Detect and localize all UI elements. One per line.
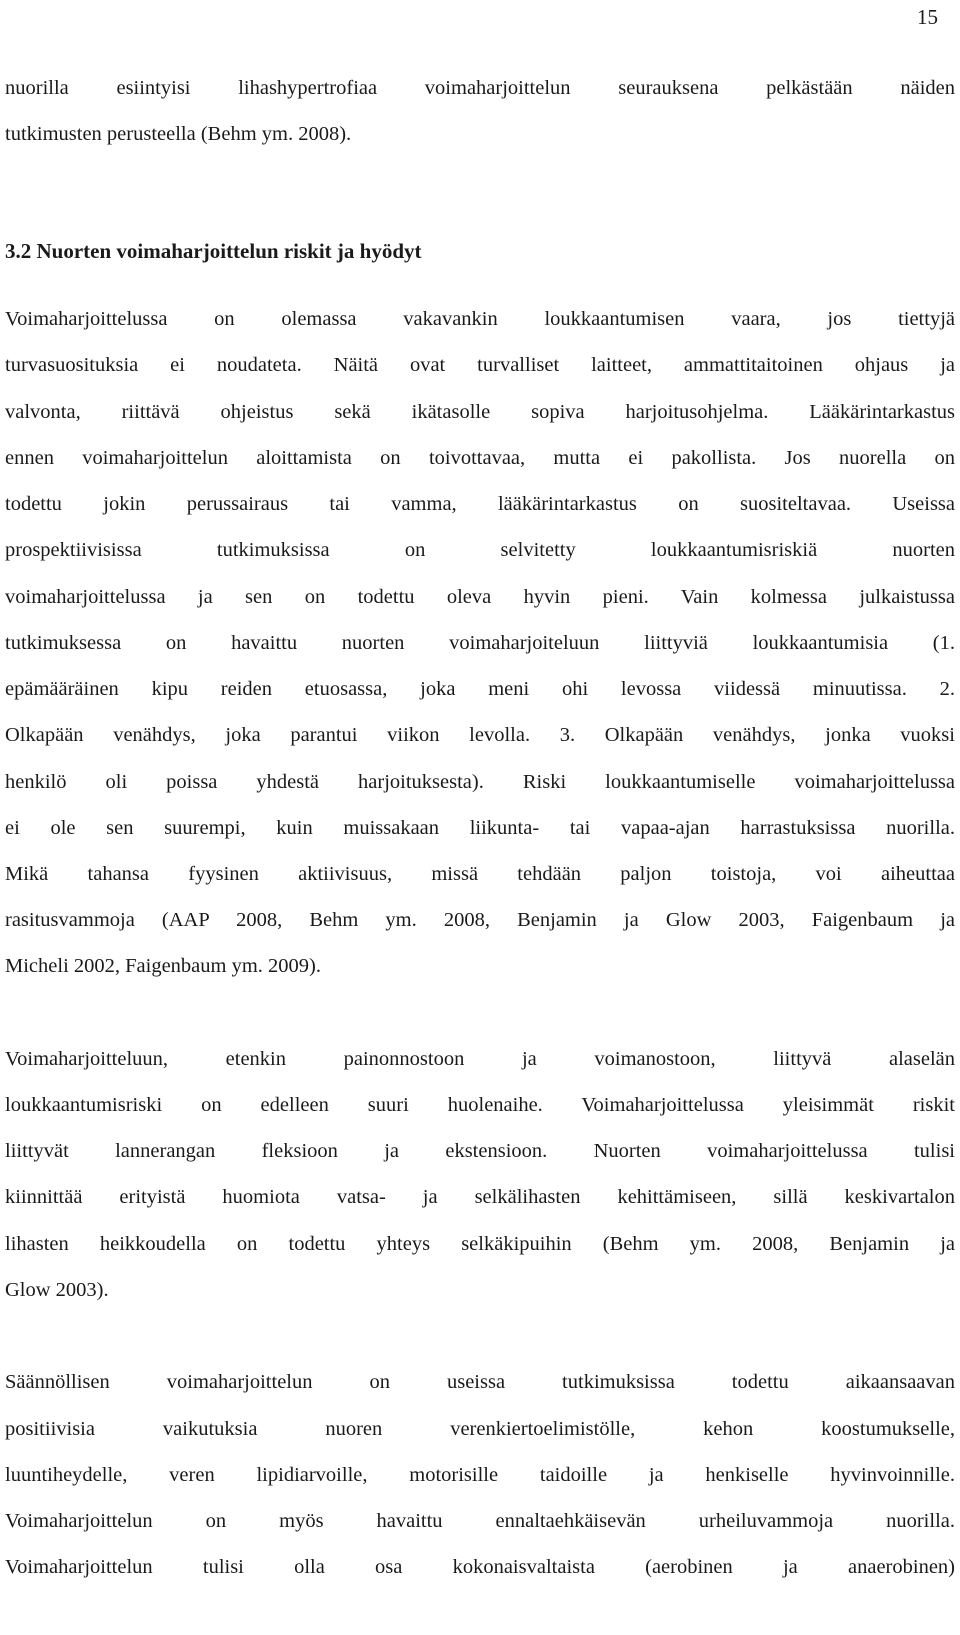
body-text-line: Säännöllisen voimaharjoittelun on useissa tutkimuksissa todettu aikaansaavan (5, 1371, 955, 1393)
body-text-line: tutkimusten perusteella (Behm ym. 2008). (5, 123, 352, 145)
body-text-line: loukkaantumisriski on edelleen suuri huolenaihe. Voimaharjoittelussa yleisimmät riskit (5, 1094, 955, 1116)
body-text-line: Glow 2003). (5, 1279, 109, 1301)
body-text-line: voimaharjoittelussa ja sen on todettu oleva hyvin pieni. Vain kolmessa julkaistussa (5, 586, 955, 608)
section-heading: 3.2 Nuorten voimaharjoittelun riskit ja hyödyt (5, 239, 422, 263)
body-text-line: Micheli 2002, Faigenbaum ym. 2009). (5, 955, 321, 977)
body-text-line: prospektiivisissa tutkimuksissa on selvitetty loukkaantumisriskiä nuorten (5, 539, 955, 561)
body-text-line: nuorilla esiintyisi lihashypertrofiaa voimaharjoittelun seurauksena pelkästään näiden (5, 77, 955, 99)
body-text-line: ei ole sen suurempi, kuin muissakaan liikunta- tai vapaa-ajan harrastuksissa nuorilla. (5, 817, 955, 839)
body-text-line: kiinnittää erityistä huomiota vatsa- ja selkälihasten kehittämiseen, sillä keskivartalon (5, 1186, 955, 1208)
body-text-line: Olkapään venähdys, joka parantui viikon levolla. 3. Olkapään venähdys, jonka vuoksi (5, 724, 955, 746)
body-text-line: ennen voimaharjoittelun aloittamista on toivottavaa, mutta ei pakollista. Jos nuorella on (5, 447, 955, 469)
body-text-line: Mikä tahansa fyysinen aktiivisuus, missä tehdään paljon toistoja, voi aiheuttaa (5, 863, 955, 885)
body-text-line: todettu jokin perussairaus tai vamma, lääkärintarkastus on suositeltavaa. Useissa (5, 493, 955, 515)
body-text-line: rasitusvammoja (AAP 2008, Behm ym. 2008, Benjamin ja Glow 2003, Faigenbaum ja (5, 909, 955, 931)
body-text-line: Voimaharjoitteluun, etenkin painonnostoon ja voimanostoon, liittyvä alaselän (5, 1048, 955, 1070)
body-text-line: Voimaharjoittelussa on olemassa vakavankin loukkaantumisen vaara, jos tiettyjä (5, 308, 955, 330)
body-text-line: tutkimuksessa on havaittu nuorten voimaharjoiteluun liittyviä loukkaantumisia (1. (5, 632, 955, 654)
body-text-line: turvasuosituksia ei noudateta. Näitä ovat turvalliset laitteet, ammattitaitoinen ohjaus ja (5, 354, 955, 376)
body-text-line: Voimaharjoittelun on myös havaittu ennaltaehkäisevän urheiluvammoja nuorilla. (5, 1510, 955, 1532)
body-text-line: epämääräinen kipu reiden etuosassa, joka meni ohi levossa viidessä minuutissa. 2. (5, 678, 955, 700)
body-text-line: luuntiheydelle, veren lipidiarvoille, motorisille taidoille ja henkiselle hyvinvoinnille. (5, 1464, 955, 1486)
body-text-line: positiivisia vaikutuksia nuoren verenkiertoelimistölle, kehon koostumukselle, (5, 1418, 955, 1440)
body-text-line: valvonta, riittävä ohjeistus sekä ikätasolle sopiva harjoitusohjelma. Lääkärintarkastus (5, 401, 955, 423)
body-text-line: Voimaharjoittelun tulisi olla osa kokonaisvaltaista (aerobinen ja anaerobinen) (5, 1556, 955, 1578)
body-text-line: lihasten heikkoudella on todettu yhteys selkäkipuihin (Behm ym. 2008, Benjamin ja (5, 1233, 955, 1255)
body-text-line: henkilö oli poissa yhdestä harjoituksesta). Riski loukkaantumiselle voimaharjoittelussa (5, 771, 955, 793)
body-text-line: liittyvät lannerangan fleksioon ja ekstensioon. Nuorten voimaharjoittelussa tulisi (5, 1140, 955, 1162)
page-number: 15 (917, 5, 938, 29)
